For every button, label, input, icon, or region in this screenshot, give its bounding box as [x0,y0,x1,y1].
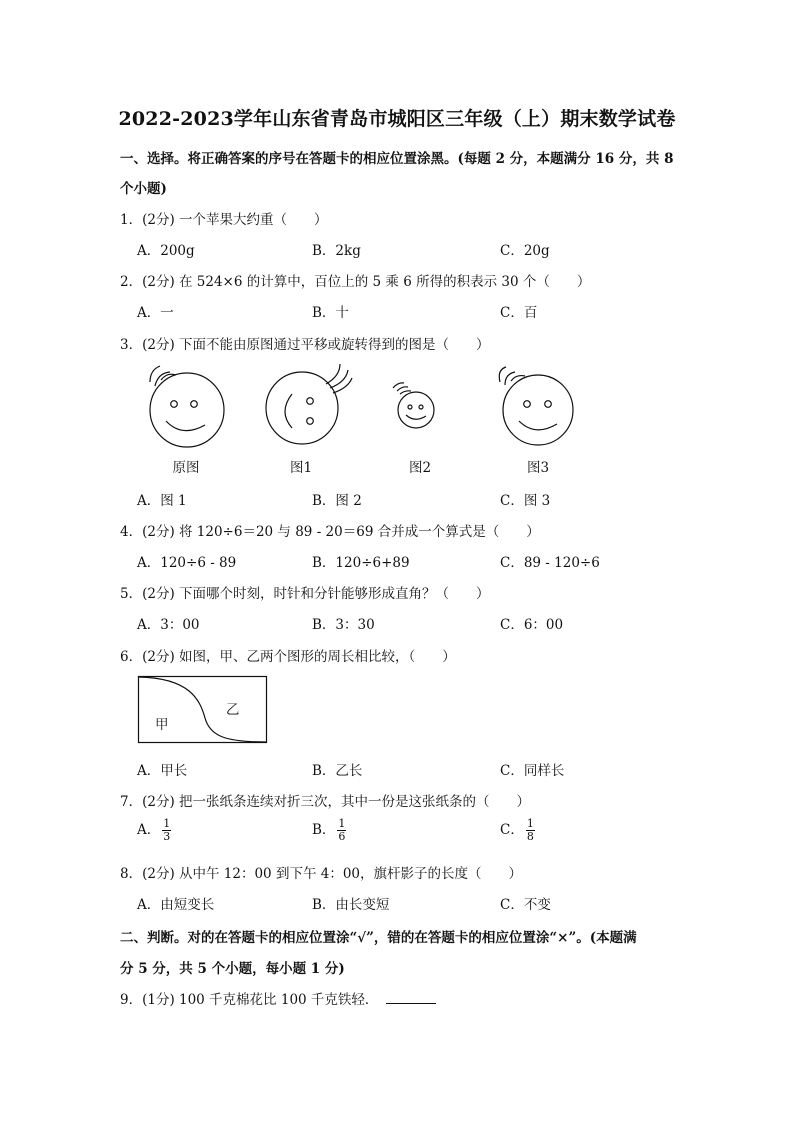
section2-heading-line2: 分 5 分，共 5 个小题，每小题 1 分) [120,961,345,977]
q1-option-a[interactable]: A．200g [137,243,195,259]
q4-option-c[interactable]: C．89 - 120÷6 [500,555,600,571]
q8-option-c[interactable]: C．不变 [500,897,551,913]
question-9 [120,988,436,1008]
q1-option-c[interactable]: C．20g [500,243,550,259]
question-9-text: 9．(1分) 100 千克棉花比 100 千克铁轻． [120,992,379,1008]
q5-option-c[interactable]: C．6：00 [500,617,564,633]
figure-label-1: 图1 [289,460,313,476]
question-3: 3．(2分) 下面不能由原图通过平移或旋转得到的图是（ ） [120,337,490,353]
q6-option-b[interactable]: B．乙长 [312,763,363,779]
q7-option-c-letter: C． [500,822,524,838]
q3-option-c[interactable]: C．图 3 [500,493,551,509]
fraction-one-third: $\frac{1}{3}$ [163,817,171,843]
shape-label-yi: 乙 [226,702,240,718]
section1-heading-line1: 一、选择。将正确答案的序号在答题卡的相应位置涂黑。(每题 2 分，本题满分 16 分，共 8 [120,151,674,167]
figure-label-2: 图2 [408,460,432,476]
q6-option-c[interactable]: C．同样长 [500,763,565,779]
q8-option-a[interactable]: A．由短变长 [137,897,215,913]
q7-option-b-letter: B． [312,822,336,838]
fraction-one-sixth: $\frac{1}{6}$ [338,817,346,843]
question-5: 5．(2分) 下面哪个时刻，时针和分针能够形成直角？（ ） [120,586,490,602]
q7-option-a-letter: A． [137,822,161,838]
q2-option-b[interactable]: B．十 [312,305,349,321]
q7-option-a[interactable] [137,818,171,843]
q4-option-a[interactable]: A．120÷6 - 89 [137,555,237,571]
section2-heading-line1: 二、判断。对的在答题卡的相应位置涂“√”，错的在答题卡的相应位置涂“×”。(本题满 [120,930,637,946]
q7-option-b[interactable] [312,818,346,843]
question-4: 4．(2分) 将 120÷6＝20 与 89 - 20＝69 合并成一个算式是（ ） [120,524,540,540]
question-7: 7．(2分) 把一张纸条连续对折三次，其中一份是这张纸条的（ ） [120,794,531,810]
q5-option-a[interactable]: A．3：00 [137,617,200,633]
answer-blank[interactable] [386,991,436,1004]
q4-option-b[interactable]: B．120÷6+89 [312,555,410,571]
q2-option-a[interactable]: A．一 [137,305,174,321]
figure-label-original: 原图 [172,460,200,476]
question-6: 6．(2分) 如图，甲、乙两个图形的周长相比较，（ ） [120,649,456,665]
q8-option-b[interactable]: B．由长变短 [312,897,390,913]
section1-heading-line2: 个小题) [120,181,167,197]
question-2: 2．(2分) 在 524×6 的计算中，百位上的 5 乘 6 所得的积表示 30 个（ ） [120,274,591,290]
q3-option-b[interactable]: B．图 2 [312,493,362,509]
page-title: 2022-2023学年山东省青岛市城阳区三年级（上）期末数学试卷 [118,108,676,130]
q3-option-a[interactable]: A．图 1 [137,493,187,509]
q6-option-a[interactable]: A．甲长 [137,763,188,779]
question-1: 1．(2分) 一个苹果大约重（ ） [120,212,328,228]
q7-option-c[interactable] [500,818,535,843]
fraction-one-eighth: $\frac{1}{8}$ [526,817,534,843]
q1-option-b[interactable]: B．2kg [312,243,361,259]
q2-option-c[interactable]: C．百 [500,305,538,321]
question-8: 8．(2分) 从中午 12：00 到下午 4：00，旗杆影子的长度（ ） [120,866,523,882]
shape-label-jia: 甲 [155,717,169,733]
q5-option-b[interactable]: B．3：30 [312,617,375,633]
figure-label-3: 图3 [526,460,550,476]
